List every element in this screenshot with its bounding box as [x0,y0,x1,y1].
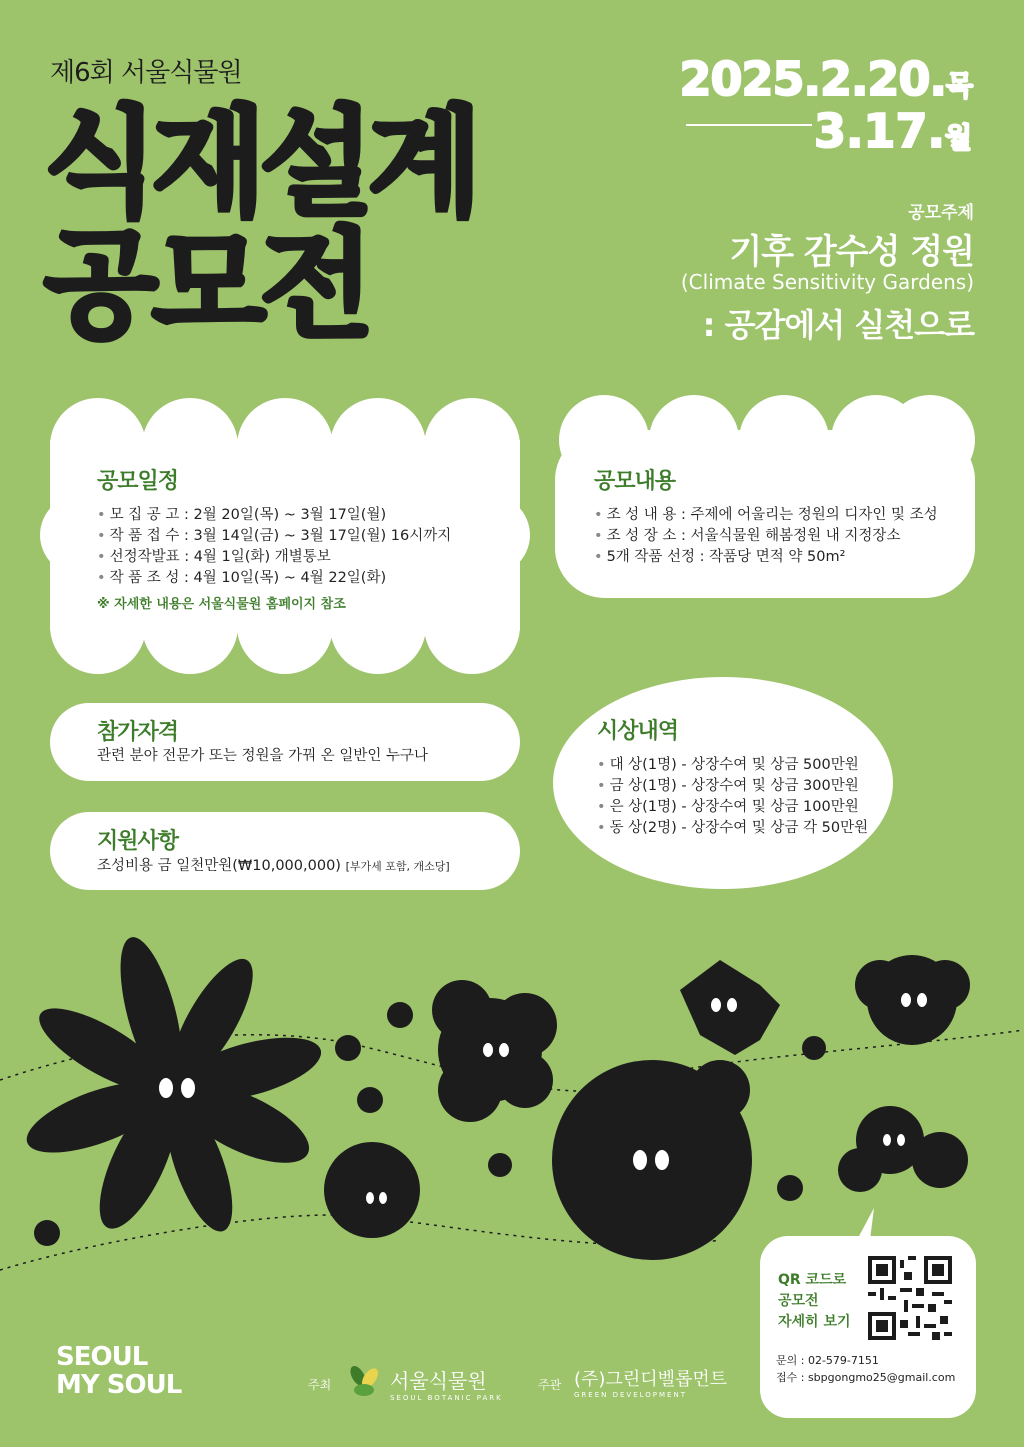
organizer-label: 주관 [538,1378,562,1392]
host-label: 주최 [308,1378,332,1392]
qr-caption [778,1270,851,1333]
theme-main: 기후 감수성 정원 [729,232,974,272]
content-item: • 조 성 장 소 : 서울식물원 해봄정원 내 지정장소 [594,528,901,544]
content-item: • 5개 작품 선정 : 작품당 면적 약 50m² [594,549,846,565]
schedule-item: • 모 집 공 고 : 2월 20일(목) ~ 3월 17일(월) [97,507,387,523]
content-item: • 조 성 내 용 : 주제에 어울리는 정원의 디자인 및 조성 [594,507,938,523]
awards-item: • 대 상(1명) - 상장수여 및 상금 500만원 [597,757,859,773]
organizer-logo [574,1365,727,1399]
city-logo-line: MY SOUL [56,1370,182,1400]
contact-info [776,1352,955,1386]
content-section [594,464,938,568]
support-text-line [97,856,450,877]
awards-item: • 은 상(1명) - 상장수여 및 상금 100만원 [597,799,859,815]
theme-label: 공모주제 [908,203,974,223]
schedule-item: • 작 품 접 수 : 3월 14일(금) ~ 3월 17일(월) 16시까지 [97,528,452,544]
awards-title: 시상내역 [597,719,679,744]
awards-item: • 동 상(2명) - 상장수여 및 상금 각 50만원 [597,820,869,836]
qr-caption-line: 자세히 보기 [778,1314,851,1330]
host-name: 서울식물원 [390,1369,487,1393]
eligibility-section [50,703,520,781]
support-section [50,812,520,890]
schedule-title: 공모일정 [97,469,179,494]
eligibility-text: 관련 분야 전문가 또는 정원을 가꿔 온 일반인 누구나 [97,748,429,764]
title-line-1: 식재설계 [44,94,476,232]
qr-info-box [760,1236,976,1418]
host-logo [390,1365,503,1402]
contact-email[interactable]: 접수 : sbpgongmo25@gmail.com [776,1371,956,1384]
qr-caption-line: 공모전 [778,1293,819,1309]
contact-phone: 문의 : 02-579-7151 [776,1354,879,1367]
city-logo-line: SEOUL [56,1342,148,1372]
date-start-day: 목 [945,69,972,102]
awards-item: • 금 상(1명) - 상장수여 및 상금 300만원 [597,778,859,794]
qr-code[interactable] [868,1256,952,1340]
theme-english: (Climate Sensitivity Gardens) [680,270,974,294]
support-title: 지원사항 [97,829,179,854]
awards-section [597,714,868,839]
organizer-name: (주)그린디벨롭먼트 [574,1369,728,1390]
date-end-day: 월 [944,121,972,154]
host-name-en: SEOUL BOTANIC PARK [390,1394,503,1402]
schedule-item: • 작 품 조 성 : 4월 10일(목) ~ 4월 22일(화) [97,570,387,586]
qr-caption-line: QR 코드로 [778,1272,847,1288]
schedule-note: ※ 자세한 내용은 서울식물원 홈페이지 참조 [97,597,346,612]
theme-subtitle: : 공감에서 실천으로 [702,306,974,344]
eligibility-title: 참가자격 [97,720,179,745]
schedule-item: • 선정작발표 : 4월 1일(화) 개별통보 [97,549,331,565]
round-leaf-creature [552,1060,752,1260]
date-start-value: 2025.2.20. [679,52,946,106]
support-note: [부가세 포함, 개소당] [345,860,450,873]
support-text: 조성비용 금 일천만원(₩10,000,000) [97,858,341,874]
content-title: 공모내용 [594,469,676,494]
seoul-my-soul-logo [56,1343,181,1399]
title-line-2: 공모전 [44,216,368,354]
botanic-park-leaf-icon [346,1364,382,1400]
edition-label: 제6회 서울식물원 [50,58,242,88]
date-end-value: 3.17. [813,104,945,158]
schedule-section [97,464,451,612]
organizer-name-en: GREEN DEVELOPMENT [574,1391,687,1399]
